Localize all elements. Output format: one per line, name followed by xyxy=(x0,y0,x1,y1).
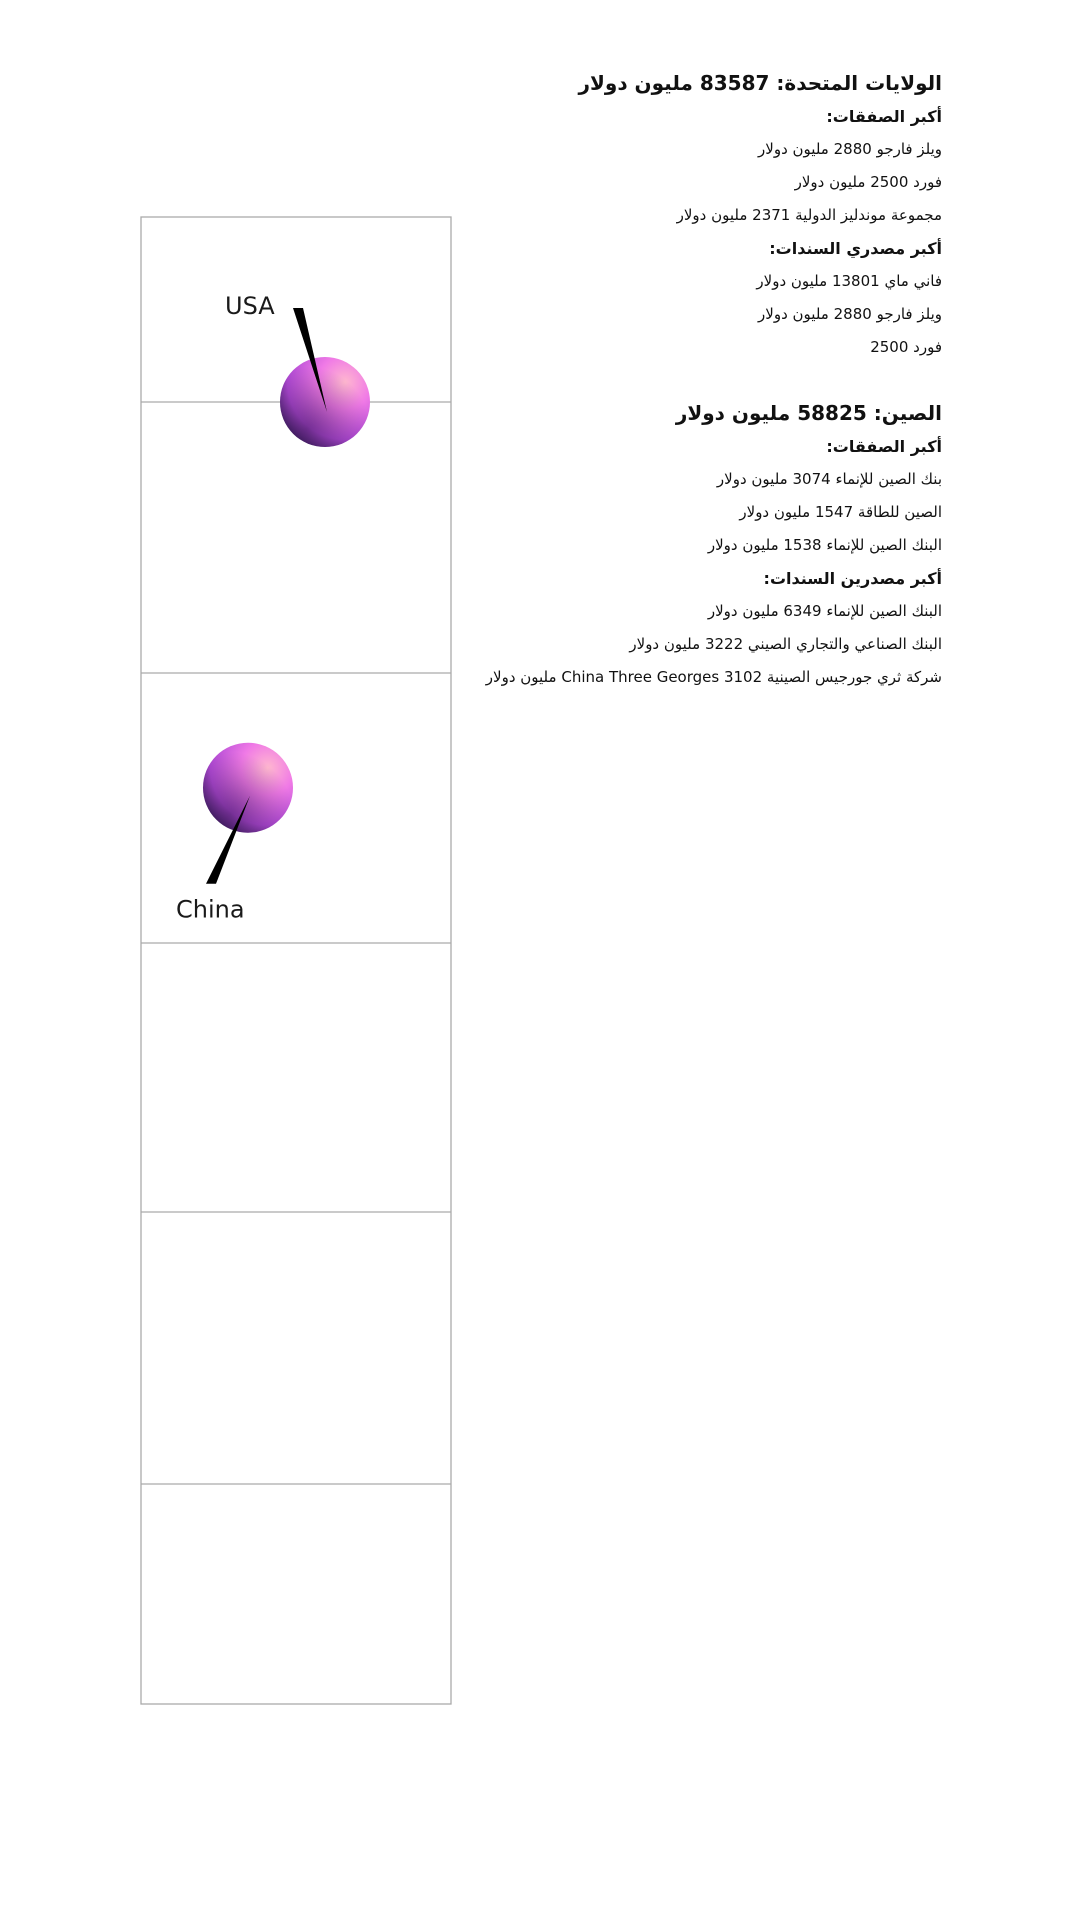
usa-deal-item: مجموعة موندليز الدولية 2371 مليون دولار xyxy=(676,206,942,224)
china-deal-item: الصين للطاقة 1547 مليون دولار xyxy=(739,503,942,521)
chart-frame xyxy=(141,217,451,1704)
pin-label: USA xyxy=(225,292,275,320)
china-panel xyxy=(472,396,942,694)
china-title: الصين: 58825 مليون دولار xyxy=(675,401,942,425)
pin-ball-shade xyxy=(203,743,293,833)
pin-china xyxy=(176,743,293,924)
pin-label: China xyxy=(176,895,245,924)
usa-issuer-item: ويلز فارجو 2880 مليون دولار xyxy=(758,305,942,323)
china-issuer-item: البنك الصين للإنماء 6349 مليون دولار xyxy=(707,602,942,620)
usa-issuer-item: فاني ماي 13801 مليون دولار xyxy=(756,272,942,290)
usa-title: الولايات المتحدة: 83587 مليون دولار xyxy=(578,71,942,95)
pins xyxy=(176,292,370,924)
china-deal-item: بنك الصين للإنماء 3074 مليون دولار xyxy=(716,470,942,488)
usa-deal-item: ويلز فارجو 2880 مليون دولار xyxy=(758,140,942,158)
china-issuers-heading: أكبر مصدرين السندات: xyxy=(763,569,942,588)
china-issuer-item: شركة ثري جورجيس الصينية China Three Georges 3102 مليون دولار xyxy=(485,668,942,686)
pin-usa xyxy=(225,292,370,447)
pin-ball-shade xyxy=(280,357,370,447)
china-issuer-item: البنك الصناعي والتجاري الصيني 3222 مليون دولار xyxy=(629,635,942,653)
usa-issuers-heading: أكبر مصدري السندات: xyxy=(769,239,942,258)
usa-issuer-item: فورد 2500 xyxy=(870,338,942,356)
usa-deal-item: فورد 2500 مليون دولار xyxy=(794,173,942,191)
usa-panel xyxy=(472,66,942,364)
usa-deals-heading: أكبر الصفقات: xyxy=(826,107,942,126)
china-deal-item: البنك الصين للإنماء 1538 مليون دولار xyxy=(707,536,942,554)
china-deals-heading: أكبر الصفقات: xyxy=(826,437,942,456)
chart-grid xyxy=(141,217,451,1704)
